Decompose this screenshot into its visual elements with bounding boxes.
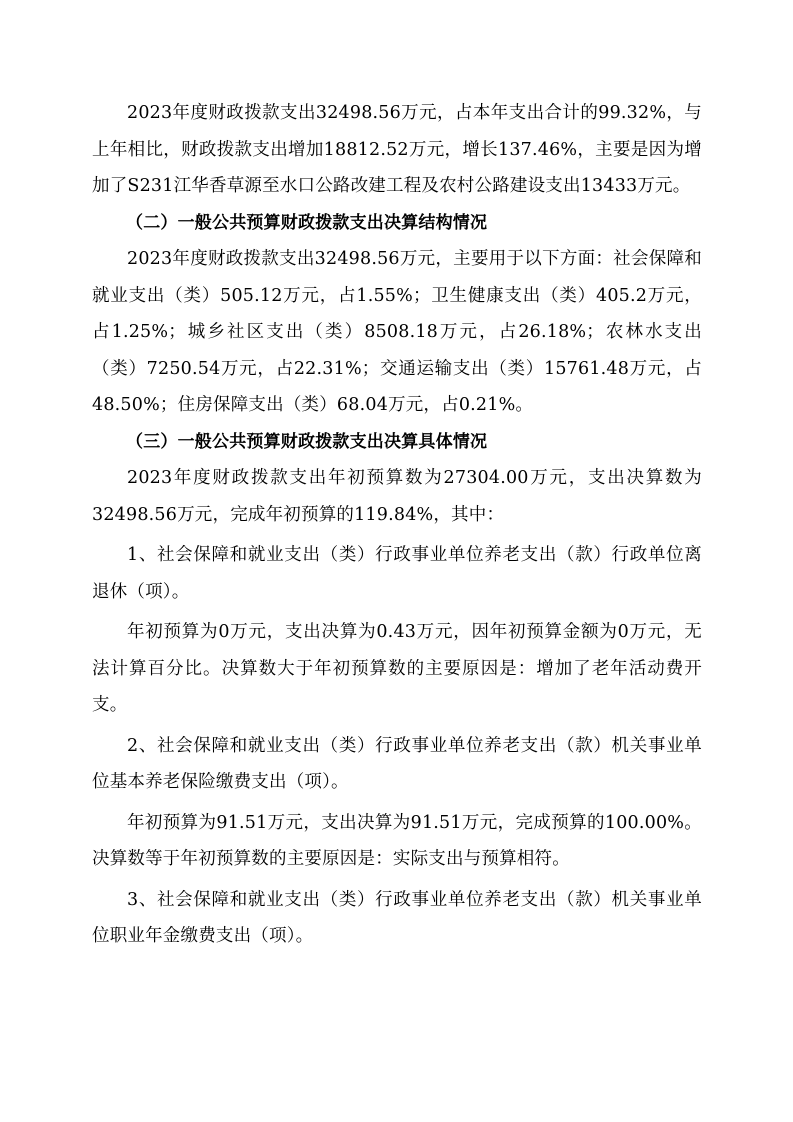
item-2-body: 年初预算为91.51万元，支出决算为91.51万元，完成预算的100.00%。决算数等于年初预算数的主要原因是：实际支出与预算相符。 — [92, 812, 702, 869]
document-page — [92, 95, 702, 955]
paragraph-expenditure-structure: 2023年度财政拨款支出32498.56万元，主要用于以下方面：社会保障和就业支出（类）505.12万元，占1.55%；卫生健康支出（类）405.2万元，占1.25%；城乡社区支出（类）8508.18万元，占26.18%；农林水支出（类）7250.54万元，占22.31%；交通运输支出（类）15761.48万元，占48.50%；住房保障支出（类）68.04万元，占0.21%。 — [92, 249, 702, 415]
paragraph-budget-completion: 2023年度财政拨款支出年初预算数为27304.00万元，支出决算数为32498.56万元，完成年初预算的119.84%，其中： — [92, 468, 702, 525]
item-1-title: 1、社会保障和就业支出（类）行政事业单位养老支出（款）行政单位离退休（项）。 — [92, 545, 702, 602]
paragraph-expenditure-summary: 2023年度财政拨款支出32498.56万元，占本年支出合计的99.32%，与上年相比，财政拨款支出增加18812.52万元，增长137.46%，主要是因为增加了S231江华香草源至水口公路改建工程及农村公路建设支出13433万元。 — [92, 103, 702, 196]
item-3-title: 3、社会保障和就业支出（类）行政事业单位养老支出（款）机关事业单位职业年金缴费支出（项）。 — [92, 889, 702, 946]
section-heading-details: （三）一般公共预算财政拨款支出决算具体情况 — [126, 431, 488, 452]
section-heading-structure: （二）一般公共预算财政拨款支出决算结构情况 — [126, 212, 488, 233]
item-2-title: 2、社会保障和就业支出（类）行政事业单位养老支出（款）机关事业单位基本养老保险缴费支出（项）。 — [92, 735, 702, 792]
item-1-body: 年初预算为0万元，支出决算为0.43万元，因年初预算金额为0万元，无法计算百分比。决算数大于年初预算数的主要原因是：增加了老年活动费开支。 — [92, 622, 702, 715]
